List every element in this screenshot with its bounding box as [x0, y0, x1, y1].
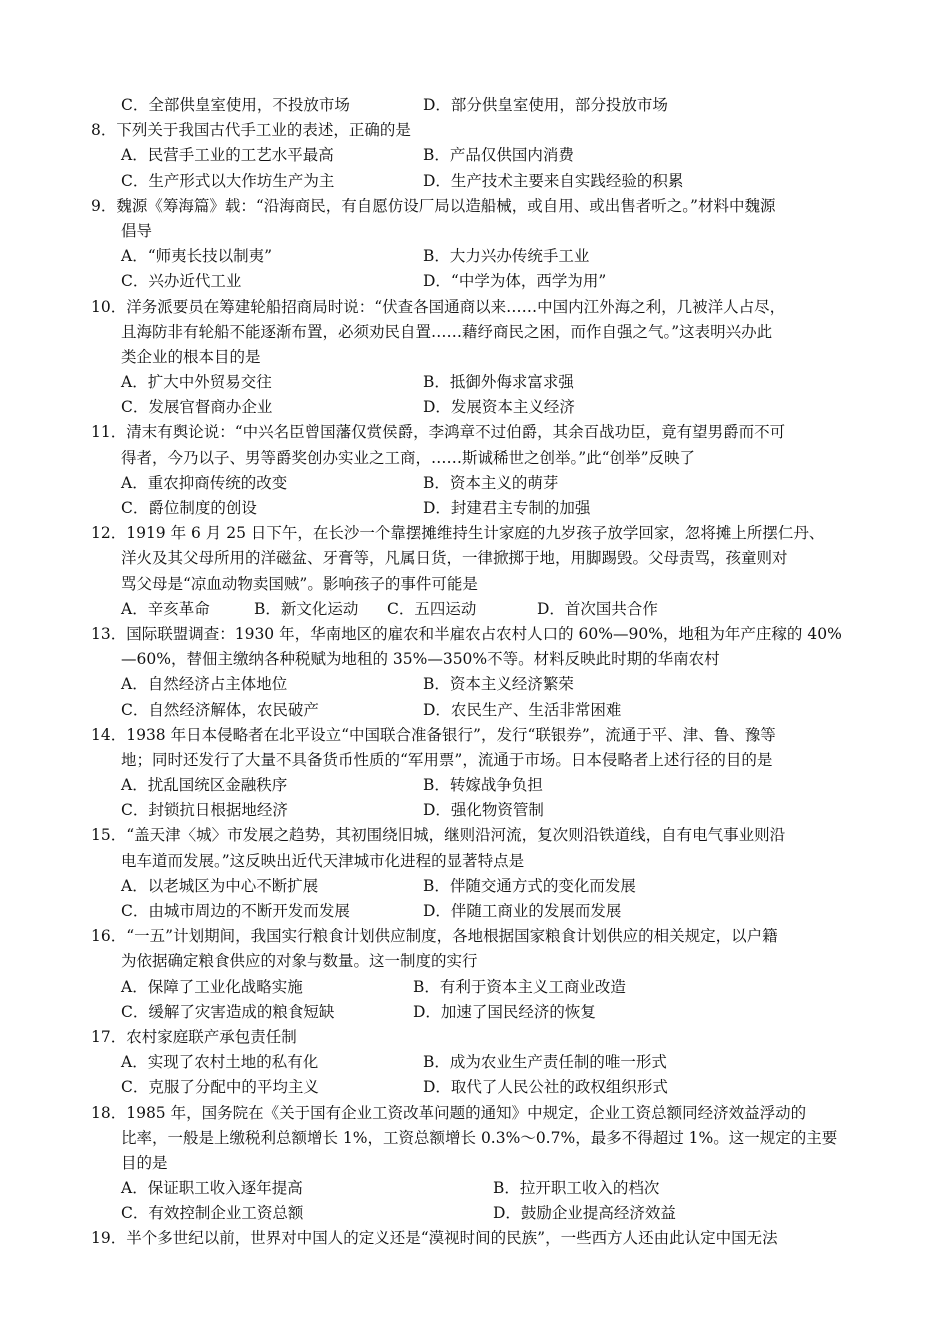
q13-option-a: A．自然经济占主体地位	[121, 675, 288, 694]
q9-stem-cont: 倡导	[121, 221, 153, 240]
q7-option-d: D．部分供皇室使用，部分投放市场	[423, 96, 668, 114]
q7-options-cd	[91, 93, 871, 118]
q8-option-b: B．产品仅供国内消费	[423, 146, 574, 165]
q10-stem-cont-2: 类企业的根本目的是	[121, 347, 261, 366]
q18-option-d: D．鼓励企业提高经济效益	[493, 1204, 676, 1223]
q8-option-d: D．生产技术主要来自实践经验的积累	[423, 171, 684, 190]
q13-option-c: C．自然经济解体，农民破产	[121, 700, 319, 719]
q17-option-d: D．取代了人民公社的政权组织形式	[423, 1078, 668, 1097]
q10-option-b: B．抵御外侮求富求强	[423, 373, 574, 392]
q7-option-c: C．全部供皇室使用，不投放市场	[121, 96, 350, 114]
q17-options-ab	[91, 1050, 871, 1075]
q16-stem: 16．“一五”计划期间，我国实行粮食计划供应制度，各地根据国家粮食计划供应的相关规定，以户籍	[91, 927, 778, 946]
q16-option-d: D．加速了国民经济的恢复	[413, 1002, 596, 1021]
q13-options-cd	[91, 698, 871, 723]
q16-option-c: C．缓解了灾害造成的粮食短缺	[121, 1002, 335, 1021]
q10-options-ab	[91, 370, 871, 395]
q16-options-cd	[91, 1000, 871, 1025]
q10-option-c: C．发展官督商办企业	[121, 398, 273, 417]
q9-option-c: C．兴办近代工业	[121, 272, 242, 291]
q10-option-a: A．扩大中外贸易交往	[121, 373, 272, 392]
q14-option-a: A．扰乱国统区金融秩序	[121, 776, 288, 795]
q14-options-cd	[91, 798, 871, 823]
q13-option-d: D．农民生产、生活非常困难	[423, 700, 622, 719]
q8-options-ab	[91, 143, 871, 168]
q18-options-cd	[91, 1201, 871, 1226]
q8-stem: 8．下列关于我国古代手工业的表述，正确的是	[91, 121, 411, 140]
q13-options-ab	[91, 672, 871, 697]
q15-stem-cont: 电车道而发展。”这反映出近代天津城市化进程的显著特点是	[121, 851, 525, 870]
q9-stem: 9．魏源《筹海篇》载：“沿海商民，有自愿仿设厂局以造船械，或自用、或出售者听之。”材料中魏源	[91, 196, 776, 215]
q14-option-b: B．转嫁战争负担	[423, 776, 543, 795]
q11-option-d: D．封建君主专制的加强	[423, 499, 591, 517]
q12-option-a: A．辛亥革命	[121, 599, 210, 618]
q9-options-ab	[91, 244, 871, 269]
q14-option-d: D．强化物资管制	[423, 801, 544, 820]
q18-option-a: A．保证职工收入逐年提高	[121, 1179, 303, 1198]
q9-option-b: B．大力兴办传统手工业	[423, 247, 590, 266]
q13-option-b: B．资本主义经济繁荣	[423, 675, 574, 694]
q18-stem-cont-1: 比率，一般是上缴税利总额增长 1%，工资总额增长 0.3%～0.7%，最多不得超过 1%。这一规定的主要	[121, 1128, 838, 1147]
q18-option-b: B．拉开职工收入的档次	[493, 1179, 660, 1198]
q18-options-ab	[91, 1176, 871, 1201]
q13-stem-cont: —60%，替佃主缴纳各种税赋为地租的 35%—350%不等。材料反映此时期的华南农村	[121, 650, 720, 669]
q14-options-ab	[91, 773, 871, 798]
q12-stem-cont-2: 骂父母是“凉血动物卖国贼”。影响孩子的事件可能是	[121, 574, 478, 593]
q12-options	[91, 597, 871, 622]
q16-option-b: B．有利于资本主义工商业改造	[413, 977, 626, 996]
q18-stem: 18．1985 年，国务院在《关于国有企业工资改革问题的通知》中规定，企业工资总额同经济效益浮动的	[91, 1103, 807, 1122]
q11-option-b: B．资本主义的萌芽	[423, 473, 559, 492]
q11-options-ab	[91, 471, 871, 496]
question-list	[91, 93, 871, 1252]
q11-stem-cont: 得者，今乃以子、男等爵奖创办实业之工商，……斯诚稀世之创举。”此“创举”反映了	[121, 448, 696, 467]
q14-stem-cont: 地；同时还发行了大量不具备货币性质的“军用票”，流通于市场。日本侵略者上述行径的目的是	[121, 750, 773, 769]
q12-stem-cont-1: 洋火及其父母所用的洋磁盆、牙膏等，凡属日货，一律掀掷于地，用脚踢毁。父母责骂，孩童则对	[121, 549, 788, 568]
q15-option-a: A．以老城区为中心不断扩展	[121, 876, 319, 895]
q8-option-a: A．民营手工业的工艺水平最高	[121, 146, 334, 165]
q9-option-d: D．“中学为体，西学为用”	[423, 272, 607, 291]
q12-stem: 12．1919 年 6 月 25 日下午，在长沙一个靠摆摊维持生计家庭的九岁孩子放学回家，忽将摊上所摆仁丹、	[91, 524, 825, 543]
q17-options-cd	[91, 1075, 871, 1100]
q16-options-ab	[91, 975, 871, 1000]
q15-option-c: C．由城市周边的不断开发而发展	[121, 902, 350, 920]
q12-option-b: B．新文化运动	[254, 599, 359, 618]
q14-stem: 14．1938 年日本侵略者在北平设立“中国联合准备银行”，发行“联银券”，流通于平、津、鲁、豫等	[91, 725, 776, 744]
q15-option-b: B．伴随交通方式的变化而发展	[423, 876, 636, 895]
q17-option-a: A．实现了农村土地的私有化	[121, 1053, 319, 1072]
q12-option-c: C．五四运动	[387, 599, 477, 618]
q16-option-a: A．保障了工业化战略实施	[121, 977, 303, 996]
q10-options-cd	[91, 395, 871, 420]
q17-option-b: B．成为农业生产责任制的唯一形式	[423, 1053, 667, 1072]
q18-stem-cont-2: 目的是	[121, 1153, 168, 1172]
q17-stem: 17．农村家庭联产承包责任制	[91, 1027, 297, 1046]
q9-option-a: A．“师夷长技以制夷”	[121, 247, 273, 266]
q14-option-c: C．封锁抗日根据地经济	[121, 801, 288, 820]
q11-stem: 11．清末有舆论说：“中兴名臣曾国藩仅赏侯爵，李鸿章不过伯爵，其余百战功臣，竟有望男爵而不可	[91, 423, 786, 442]
q17-option-c: C．克服了分配中的平均主义	[121, 1078, 319, 1097]
q11-option-a: A．重农抑商传统的改变	[121, 473, 288, 492]
q18-option-c: C．有效控制企业工资总额	[121, 1204, 304, 1223]
q15-options-cd	[91, 899, 871, 924]
q15-options-ab	[91, 874, 871, 899]
q15-option-d: D．伴随工商业的发展而发展	[423, 902, 622, 920]
q15-stem: 15．“盖天津〈城〉市发展之趋势，其初围绕旧城，继则沿河流，复次则沿铁道线，自有电气事业则沿	[91, 826, 786, 845]
q11-option-c: C．爵位制度的创设	[121, 499, 257, 517]
q9-options-cd	[91, 269, 871, 294]
q16-stem-cont: 为依据确定粮食供应的对象与数量。这一制度的实行	[121, 952, 478, 971]
q10-option-d: D．发展资本主义经济	[423, 398, 575, 417]
q8-options-cd	[91, 169, 871, 194]
q12-option-d: D．首次国共合作	[537, 599, 658, 618]
q19-stem: 19．半个多世纪以前，世界对中国人的定义还是“漠视时间的民族”，一些西方人还由此认定中国无法	[91, 1229, 778, 1248]
q10-stem-cont-1: 且海防非有轮船不能逐渐布置，必须劝民自置……藉纾商民之困，而作自强之气。”这表明兴办此	[121, 322, 773, 341]
q11-options-cd	[91, 496, 871, 521]
q10-stem: 10．洋务派要员在筹建轮船招商局时说：“伏查各国通商以来……中国内江外海之利，几被洋人占尽，	[91, 297, 786, 316]
q13-stem: 13．国际联盟调查：1930 年，华南地区的雇农和半雇农占农村人口的 60%—90%，地租为年产庄稼的 40%	[91, 624, 842, 643]
q8-option-c: C．生产形式以大作坊生产为主	[121, 171, 335, 190]
